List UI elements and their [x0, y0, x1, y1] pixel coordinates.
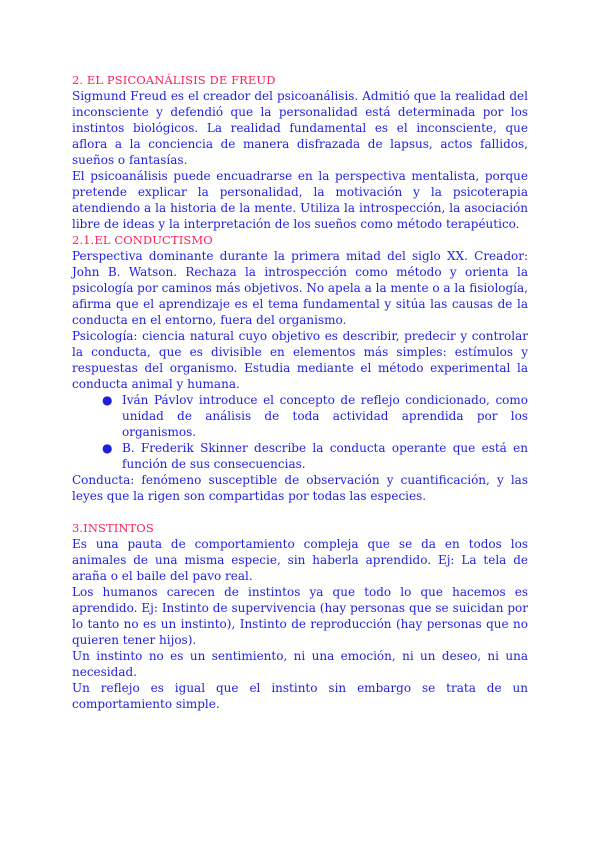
bullet-list: [72, 392, 528, 472]
paragraph: Es una pauta de comportamiento compleja que se da en todos los animales de una misma especie, sin haberla aprendido. Ej: La tela de araña o el baile del pavo real.: [72, 537, 528, 583]
section-heading-conductismo: 2.1.EL CONDUCTISMO: [72, 233, 213, 247]
paragraph: El psicoanálisis puede encuadrarse en la perspectiva mentalista, porque pretende explicar la personalidad, la motivación y la psicoterapia atendiendo a la historia de la mente. Utiliza la introspección, la asociación libre de ideas y la interpretación de los sueños como método terapéutico.: [72, 169, 528, 231]
paragraph: Los humanos carecen de instintos ya que todo lo que hacemos es aprendido. Ej: Instinto de supervivencia (hay personas que se suicidan por lo tanto no es un instinto), Instinto de reproducción (hay personas que no quieren tener hijos).: [72, 585, 528, 647]
list-item-text: Iván Pávlov introduce el concepto de reflejo condicionado, como unidad de análisis de toda actividad aprendida por los organismos.: [122, 393, 528, 439]
paragraph: Sigmund Freud es el creador del psicoanálisis. Admitió que la realidad del inconsciente y defendió que la personalidad está determinada por los instintos biológicos. La realidad fundamental es el inconsciente, que aflora a la conciencia de manera disfrazada de lapsus, actos fallidos, sueños o fantasías.: [72, 89, 528, 167]
paragraph: Conducta: fenómeno susceptible de observación y cuantificación, y las leyes que la rigen son compartidas por todas las especies.: [72, 473, 528, 503]
list-item: [102, 440, 528, 472]
blank-line: [72, 504, 528, 520]
section-heading-instintos: 3.INSTINTOS: [72, 521, 154, 535]
document-page: [72, 72, 528, 712]
disc-bullet-icon: ●: [102, 441, 113, 455]
paragraph: Psicología: ciencia natural cuyo objetivo es describir, predecir y controlar la conducta, que es divisible en elementos más simples: estímulos y respuestas del organismo. Estudia mediante el método experimental la conducta animal y humana.: [72, 329, 528, 391]
paragraph: Un instinto no es un sentimiento, ni una emoción, ni un deseo, ni una necesidad.: [72, 649, 528, 679]
list-item-text: B. Frederik Skinner describe la conducta operante que está en función de sus consecuencias.: [122, 441, 528, 471]
paragraph: Un reflejo es igual que el instinto sin embargo se trata de un comportamiento simple.: [72, 681, 528, 711]
section-heading-freud: 2. EL PSICOANÁLISIS DE FREUD: [72, 73, 276, 87]
list-item: [102, 392, 528, 440]
paragraph: Perspectiva dominante durante la primera mitad del siglo XX. Creador: John B. Watson. Rechaza la introspección como método y orienta la psicología por caminos más objetivos. No apela a la mente o a la fisiología, afirma que el aprendizaje es el tema fundamental y sitúa las causas de la conducta en el entorno, fuera del organismo.: [72, 249, 528, 327]
disc-bullet-icon: ●: [102, 393, 113, 407]
